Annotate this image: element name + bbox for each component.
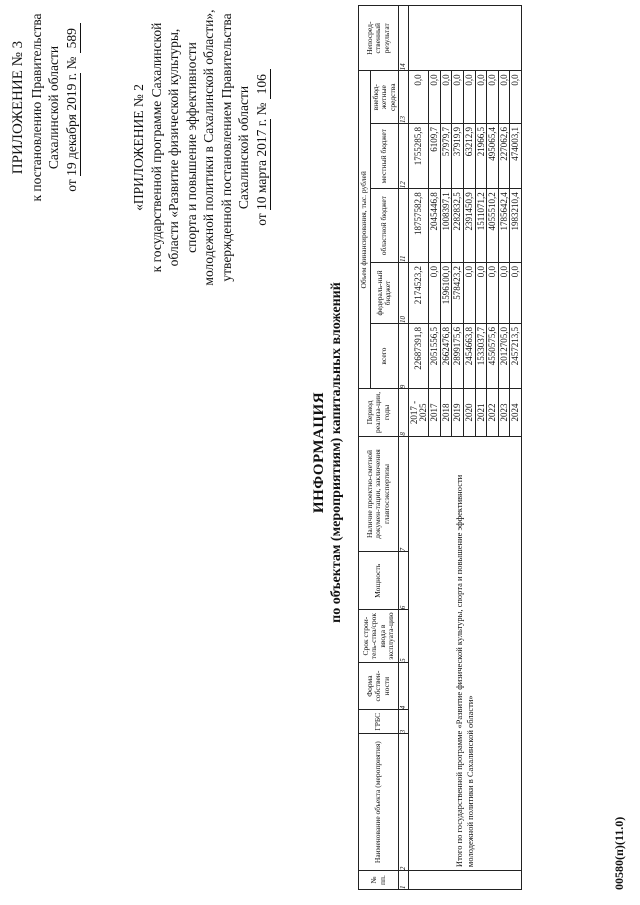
table-row: Итого по государственной программе «Развитие физической культуры, спорта и повышение эффективности молодежной политики в Сахалинской области» 2017 - 2025 22687391,8 2174523,2 18757582,8 1755285,8 0,0	[408, 6, 428, 890]
col-header-period: Период реализа-ции, годы	[359, 389, 399, 436]
col-header-ownership: Форма собствен-ности	[359, 662, 399, 709]
col-header-name: Наименование объекта (мероприятия)	[359, 734, 399, 871]
table-row: 2020 2454663,8 0,0 2391450,9 63212,9 0,0	[463, 6, 475, 890]
appendix-2-date: 10 марта 2017 г.	[253, 119, 272, 210]
appendix-3-date: 19 декабря 2019 г.	[63, 73, 82, 176]
col-header-local: местный бюджет	[370, 124, 399, 189]
appendix-2-title: «ПРИЛОЖЕНИЕ № 2	[131, 84, 146, 211]
appendix-2-header: «ПРИЛОЖЕНИЕ № 2 к государственной программе Сахалинской области «Развитие физической культуры, спорта и повышение эффективности молодежной политики в Сахалинской области», утвержденной постановлением Правительства Сахалинской области от 10 марта 2017 г. № 106	[130, 0, 271, 295]
col-header-other: внебюд-жетные средства	[370, 71, 399, 124]
table-row: 2021 1533037,7 0,0 1511071,2 21966,5 0,0	[475, 6, 487, 890]
col-header-funding-group: Объем финансирования, тыс. рублей	[359, 71, 371, 389]
col-header-capacity: Мощность	[359, 552, 399, 610]
appendix-2-date-line: от 10 марта 2017 г. № 106	[253, 0, 272, 295]
total-label: Итого по государственной программе «Развитие физической культуры, спорта и повышение эффективности молодежной политики в Сахалинской области»	[408, 436, 521, 870]
table-row: 2024 2457213,5 0,0 1983210,4 474003,1 0,0	[510, 6, 522, 890]
funding-table	[358, 5, 522, 890]
col-header-grbs: ГРБС	[359, 710, 399, 734]
table-row: 2018 2662476,8 1596100,0 1008397,1 57979,7 0,0	[440, 6, 452, 890]
column-index-row: 1 2 3 4 5 6 7 8 9 10 11 12 13 14	[399, 6, 409, 890]
table-row: 2017 2051556,5 0,0 2045446,8 6109,7 0,0	[429, 6, 441, 890]
document-title: ИНФОРМАЦИЯ по объектам (мероприятиям) капитальных вложений	[311, 282, 344, 623]
appendix-3-line: к постановлению Правительства	[28, 13, 44, 202]
appendix-2-number: 106	[253, 69, 272, 99]
appendix-3-title: ПРИЛОЖЕНИЕ № 3	[10, 40, 26, 175]
appendix-3-date-line: от 19 декабря 2019 г. № 589	[63, 0, 82, 215]
appendix-3-line: Сахалинской области	[46, 45, 61, 170]
col-header-design-docs: Наличие проектно-сметной докумен-тации, заключения главгосэкспертизы	[359, 436, 399, 552]
document-code: 00580(п)(11.0)	[612, 816, 626, 890]
col-header-total: всего	[370, 323, 399, 388]
table-row: 2022 4550575,6 0,0 4055510,2 495065,4 0,0	[487, 6, 499, 890]
col-header-term: Срок строи-тель-ства/срок ввода в эксплуата-цию	[359, 610, 399, 663]
col-header-result: Непосред-ственный результат	[359, 6, 399, 71]
col-header-no: № пп.	[359, 871, 399, 890]
appendix-3-header	[10, 0, 81, 215]
table-row: 2023 2012705,0 0,0 1785642,4 227062,6 0,0	[498, 6, 510, 890]
appendix-3-number: 589	[63, 23, 82, 53]
col-header-federal: федераль-ный бюджет	[370, 262, 399, 323]
table-row: 2019 2899175,6 578423,2 2282832,5 37919,9 0,0	[452, 6, 464, 890]
col-header-regional: областной бюджет	[370, 189, 399, 263]
